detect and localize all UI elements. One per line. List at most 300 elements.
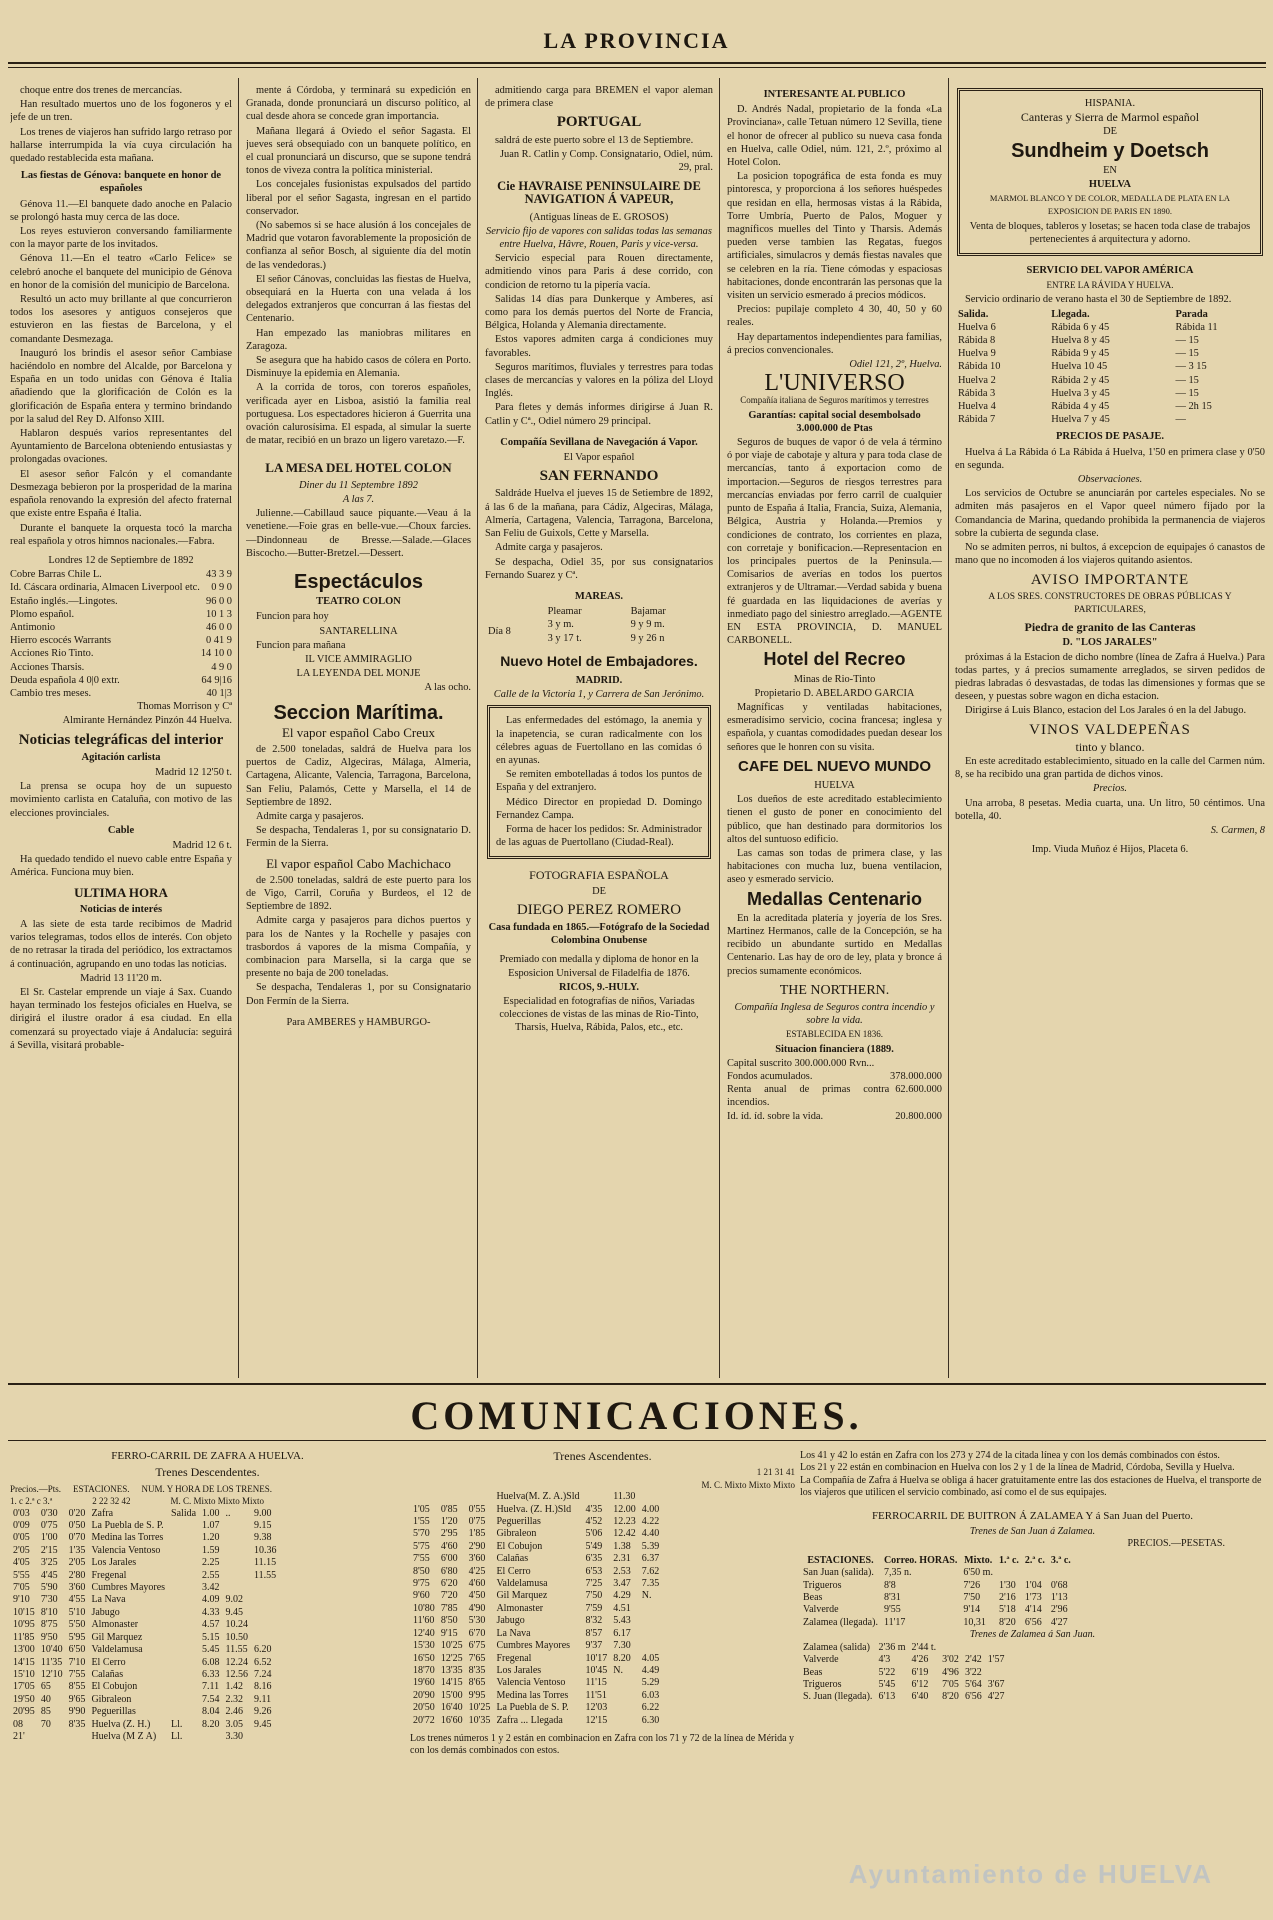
table-cell: Gil Marquez bbox=[496, 1590, 548, 1602]
table-cell: Calañas bbox=[496, 1553, 529, 1565]
table-cell: 1'85 bbox=[468, 1528, 486, 1540]
table-row bbox=[410, 1640, 662, 1652]
table-cell: 6'00 bbox=[440, 1553, 458, 1565]
table-row bbox=[955, 334, 1265, 347]
table-cell: 12'15 bbox=[585, 1714, 608, 1726]
text: mente á Córdoba, y terminará su expedición en Granada, donde pronunciará un discurso político, al cual desde ahora se concede gran importancia. bbox=[246, 85, 471, 123]
heading: Noticias de interés bbox=[79, 903, 163, 915]
table-cell: Trigueros bbox=[803, 1678, 842, 1690]
table-row bbox=[410, 1690, 662, 1702]
text: El Sr. Castelar emprende un viaje á Sax. Cuando hayan terminado los festejos oficiales en Huelva, se dirigirá el ilustre orador á esa ciudad. En ella comenzará su proyectado viaje á Andalucía: seguirá á Sevilla, visitará probable- bbox=[10, 987, 232, 1051]
table-cell: 4.40 bbox=[641, 1528, 660, 1540]
table-cell: El Cobujon bbox=[496, 1540, 543, 1552]
table-cell: Huelva. (Z. H.)Sld bbox=[496, 1503, 572, 1515]
table-header bbox=[955, 308, 1265, 321]
table-cell: 4'27 bbox=[1050, 1616, 1068, 1628]
table-cell: 10.50 bbox=[225, 1631, 249, 1643]
table-cell: 4'35 bbox=[585, 1503, 603, 1515]
column-separator bbox=[719, 78, 720, 1378]
table-cell bbox=[251, 1731, 280, 1743]
table-cell: 11.30 bbox=[613, 1491, 636, 1503]
table-cell: 3'67 bbox=[987, 1678, 1005, 1690]
text: Médico Director en propiedad D. Domingo Fernandez Campa. bbox=[496, 796, 702, 821]
table-row bbox=[10, 608, 232, 621]
text: M. C. Mixto Mixto Mixto bbox=[701, 1479, 795, 1490]
table-cell: N. bbox=[613, 1664, 624, 1676]
text: HISPANIA. bbox=[1084, 98, 1136, 109]
table-cell: 5'06 bbox=[585, 1528, 603, 1540]
table-cell: — 15 bbox=[1175, 348, 1199, 360]
table-cell: 2.31 bbox=[613, 1553, 631, 1565]
table-cell: Rábida 10 bbox=[958, 361, 1001, 373]
table-cell: 5.39 bbox=[641, 1540, 660, 1552]
table-cell: 10'17 bbox=[585, 1652, 608, 1664]
table-cell: 7.30 bbox=[613, 1640, 631, 1652]
text: D. "LOS JARALES" bbox=[1062, 637, 1158, 649]
table-cell: 1'20 bbox=[440, 1516, 458, 1528]
table-cell: 4'96 bbox=[942, 1666, 959, 1678]
table-cell: 12.00 bbox=[613, 1503, 636, 1515]
table-cell bbox=[168, 1520, 199, 1532]
heading: FOTOGRAFIA ESPAÑOLA bbox=[529, 868, 669, 883]
table-cell: 0 41 9 bbox=[206, 635, 232, 647]
table-cell bbox=[168, 1632, 199, 1644]
table-cell: 6.52 bbox=[254, 1656, 272, 1668]
table-cell: 10'80 bbox=[413, 1602, 435, 1614]
table-cell: 7.11 bbox=[202, 1681, 220, 1693]
text: Durante el banquete la orquesta tocó la marcha real española y otros himnos nacionales.—Fabra. bbox=[10, 522, 232, 547]
heading: Espectáculos bbox=[294, 570, 423, 593]
table-cell: 11'35 bbox=[40, 1656, 63, 1668]
table-cell bbox=[223, 1557, 252, 1569]
table-cell: 3'60 bbox=[68, 1582, 86, 1594]
table-cell: 9'10 bbox=[13, 1594, 30, 1606]
column-3 bbox=[485, 84, 713, 1384]
table-cell: 0'85 bbox=[440, 1503, 458, 1515]
table-cell: 4'05 bbox=[13, 1557, 30, 1569]
table-cell: 20'95 bbox=[13, 1706, 35, 1718]
table-row bbox=[727, 1057, 942, 1070]
table-cell: 6'50 m. bbox=[963, 1567, 993, 1579]
table-cell: 65 bbox=[40, 1681, 51, 1693]
table-cell: 1.00 bbox=[202, 1507, 220, 1519]
text: Admite carga y pasajeros para dichos puertos y para los de Nantes y la Rochelle y pasajes con trasbordos á vapores de la misma Compañía, y combinacion para Marsella, si la carga que se presente no baja de 200 toneladas. bbox=[246, 915, 471, 980]
text: Los servicios de Octubre se anunciarán por carteles especiales. No se admiten más pasajeros en el Vapor queel número fijado por la Comandancia de Marina, quedando prohibida la permanencia de viajeros sobre la cubierta de segunda clase. bbox=[955, 488, 1265, 539]
text: Las enfermedades del estómago, la anemia y la inapetencia, se curan radicalmente con los célebres aguas de Fuertollano en las comidas ó en ayunas. bbox=[496, 715, 702, 766]
table-cell: Peguerillas bbox=[91, 1706, 136, 1718]
table-row bbox=[955, 374, 1265, 387]
heading: Cie HAVRAISE PENINSULAIRE DE NAVIGATION Á VAPEUR, bbox=[497, 179, 701, 207]
table-cell: Los Jarales bbox=[91, 1557, 137, 1569]
table-cell: 8.20 bbox=[613, 1652, 631, 1664]
table-cell: 9'95 bbox=[468, 1689, 486, 1701]
text: Saldráde Huelva el jueves 15 de Setiembre de 1892, á las 6 de la mañana, para Cádiz, Algeciras, Málaga, Almería, Cartagena, Valencia, Tarragona, Barcelona, San Feliu de Guixols, Cette y Marsella. bbox=[485, 488, 713, 540]
heading: SERVICIO DEL VAPOR AMÉRICA bbox=[1026, 265, 1194, 277]
table-cell: 1'30 bbox=[998, 1579, 1016, 1591]
table-cell: Cambio tres meses. bbox=[10, 687, 92, 699]
table-cell: Mixto. bbox=[964, 1554, 993, 1566]
table-cell: Rábida 4 y 45 bbox=[1051, 401, 1110, 413]
table-cell: 16'50 bbox=[413, 1652, 435, 1664]
table-cell: 8'65 bbox=[468, 1677, 486, 1689]
table-cell: 11'15 bbox=[585, 1677, 607, 1689]
text: Precios.—Pts. bbox=[10, 1483, 62, 1494]
table-cell bbox=[168, 1570, 199, 1582]
table-row bbox=[410, 1578, 662, 1590]
text: Se despacha, Tendaleras 1, por su Consignatario Don Fermín de la Sierra. bbox=[246, 982, 471, 1007]
table-cell: 7'25 bbox=[585, 1578, 603, 1590]
table-cell: 6'75 bbox=[468, 1640, 486, 1652]
text: Una arroba, 8 pesetas. Media cuarta, una. Un litro, 50 céntimos. Una botella, 40. bbox=[955, 797, 1265, 822]
table-row bbox=[410, 1603, 662, 1615]
table-row bbox=[10, 595, 232, 608]
table-cell: Cobre Barras Chile L. bbox=[10, 569, 102, 581]
signature: Almirante Hernández Pinzón 44 Huelva. bbox=[62, 715, 232, 727]
table-cell: 16'60 bbox=[440, 1714, 463, 1726]
heading: Sundheim y Doetsch bbox=[1011, 139, 1209, 162]
table-cell: Huelva 6 bbox=[958, 321, 996, 333]
text: Compañía italiana de Seguros marítimos y terrestres bbox=[740, 395, 929, 406]
table-cell: 4.33 bbox=[202, 1606, 220, 1618]
text: ESTACIONES. bbox=[73, 1483, 130, 1494]
table-cell: Calañas bbox=[91, 1668, 124, 1680]
ad-box-fuertollano bbox=[487, 705, 711, 859]
table-cell: 11'60 bbox=[413, 1615, 435, 1627]
table-cell bbox=[168, 1594, 199, 1606]
table-cell: 4'3 bbox=[878, 1654, 891, 1666]
text: A las siete de esta tarde recibimos de Madrid varios telegramas, todos ellos de interés. Con objeto de no retrasar la tirada del periódico, los extractamos á continuación, agrupando en uno todas las noticias. bbox=[10, 918, 232, 970]
table-cell bbox=[438, 1491, 466, 1503]
table-cell: Rábida 8 bbox=[958, 335, 996, 347]
table-row bbox=[10, 1520, 280, 1532]
text: Diner du 11 Septembre 1892 bbox=[299, 479, 418, 491]
table-cell: 4'25 bbox=[468, 1565, 486, 1577]
table-cell: 40 bbox=[40, 1693, 51, 1705]
table-row bbox=[727, 1110, 942, 1123]
text: Los 41 y 42 lo están en Zafra con los 273 y 274 de la citada línea y con los demás combinados con éstos. Los 21 y 22 están en combinacion en Huelva con los 2 y 1 de la línea de Madrid, Córdoba, Sevilla y Huelva. La Compañía de Zafra á Huelva se obliga á hacer gratuitamente entre las dos estaciones de Huelva, el transporte de los viajeros que utilicen el servicio combinado, así como el de sus equipajes. bbox=[800, 1450, 1262, 1499]
table-cell: 9'60 bbox=[413, 1590, 430, 1602]
table-cell: Huelva 8 y 45 bbox=[1051, 335, 1110, 347]
text: Génova 11.—El banquete dado anoche en Palacio se prolongó hasta muy cerca de las doce. bbox=[10, 198, 232, 223]
dateline: Madrid 13 11'20 m. bbox=[80, 972, 162, 984]
text: Trenes de San Juan á Zalamea. bbox=[969, 1526, 1096, 1538]
text: choque entre dos trenes de mercancías. bbox=[20, 85, 183, 96]
table-cell: 10'95 bbox=[13, 1619, 35, 1631]
table-cell: 4'26 bbox=[911, 1654, 929, 1666]
text: LA LEYENDA DEL MONJE bbox=[296, 668, 421, 680]
column-separator bbox=[948, 78, 949, 1378]
table-cell: 10.36 bbox=[254, 1544, 277, 1556]
table-row bbox=[10, 1681, 280, 1693]
text: A LOS SRES. CONSTRUCTORES DE OBRAS PÚBLICAS Y PARTICULARES, bbox=[988, 591, 1232, 615]
text: A las ocho. bbox=[424, 682, 471, 694]
table-cell: 4'60 bbox=[440, 1540, 458, 1552]
table-cell: 1'13 bbox=[1050, 1592, 1068, 1604]
table-cell bbox=[410, 1491, 438, 1503]
table-cell: 5'22 bbox=[878, 1666, 896, 1678]
table-row bbox=[800, 1679, 1008, 1691]
table-cell: 2'44 t. bbox=[911, 1641, 937, 1653]
table-cell: San Juan (salida). bbox=[803, 1567, 874, 1579]
text: Han empezado las maniobras militares en Zaragoza. bbox=[246, 327, 471, 352]
text: Canteras y Sierra de Marmol español bbox=[1020, 110, 1200, 125]
table-cell bbox=[251, 1632, 280, 1644]
table-cell: Medina las Torres bbox=[496, 1689, 569, 1701]
text: La posicion topográfica de esta fonda es muy pintoresca, y proporciona á los señores huéspedes que residan en ella, hermosas vistas á la Rábida, Torre Umbría, Puerto de Palos, Moguer y magníficos muelles del Tinto y Tharsis. Además pueden verse tambien las Regatas, fuegos artificiales, simulacros y demás fiestas navales que se celebren en la ría. Tiene cómodas y espaciosas habitaciones, donde encontrarán las personas que la visiten un servicio esmerado á precios módicos. bbox=[727, 171, 942, 302]
heading: Seccion Marítima. bbox=[273, 701, 444, 724]
table-cell: 1'04 bbox=[1024, 1579, 1042, 1591]
table-cell: 9.00 bbox=[254, 1507, 272, 1519]
heading: DIEGO PEREZ ROMERO bbox=[516, 901, 682, 918]
table-row bbox=[410, 1553, 662, 1565]
financial-table bbox=[727, 1057, 942, 1123]
table-cell: 14'15 bbox=[13, 1656, 35, 1668]
table-cell: Rábida 7 bbox=[958, 414, 996, 426]
text: Para AMBERES y HAMBURGO- bbox=[286, 1016, 431, 1028]
table-row bbox=[410, 1702, 662, 1714]
zafra-descending bbox=[10, 1450, 405, 1900]
table-cell: 9.45 bbox=[225, 1606, 244, 1618]
table-cell: 21' bbox=[13, 1730, 25, 1742]
heading: MAREAS. bbox=[574, 590, 624, 602]
table-cell: 9'37 bbox=[585, 1640, 603, 1652]
table-cell: 8'35 bbox=[68, 1718, 86, 1730]
table-cell: Zafra ... Llegada bbox=[496, 1714, 563, 1726]
market-prices bbox=[10, 568, 232, 700]
text: próximas á la Estacion de dicho nombre (línea de Zafra á Huelva.) Para todas partes, y á precios sumamente arreglados, se sirven pedidos de piedras labradas ó desvastadas, de todas las dimensiones y formas que se deseen, y puestas sobre wagon en dicha estacion. bbox=[955, 651, 1265, 703]
table-row bbox=[10, 1557, 280, 1569]
table-cell: 4'27 bbox=[987, 1691, 1005, 1703]
table-cell: 6.08 bbox=[202, 1656, 220, 1668]
section-title: COMUNICACIONES. bbox=[410, 1393, 863, 1438]
text: No se admiten perros, ni bultos, á excepcion de equipajes ó canastos de mano que no incomoden á los viajeros quitando asientos. bbox=[955, 542, 1265, 567]
text: NUM. Y HORA DE LOS TRENES. bbox=[141, 1483, 272, 1494]
table-row bbox=[10, 634, 232, 647]
table-row bbox=[410, 1491, 662, 1503]
table-cell: 9.15 bbox=[254, 1520, 272, 1532]
section-rule bbox=[8, 1440, 1266, 1441]
table-cell: Jabugo bbox=[496, 1615, 525, 1627]
table-cell: 1.42 bbox=[225, 1681, 244, 1693]
text: 1. c 2.ª c 3.ª bbox=[10, 1496, 53, 1507]
table-row bbox=[10, 1619, 280, 1631]
table-cell: 9'55 bbox=[883, 1604, 901, 1616]
table-row bbox=[10, 581, 232, 594]
table-cell bbox=[610, 1702, 639, 1714]
table-row bbox=[410, 1504, 662, 1516]
heading: Medallas Centenario bbox=[746, 888, 923, 909]
table-cell: 15'10 bbox=[13, 1668, 35, 1680]
heading: PRECIOS DE PASAJE. bbox=[1055, 431, 1165, 443]
table-cell: 4.57 bbox=[202, 1619, 220, 1631]
table-cell: 2'95 bbox=[440, 1528, 458, 1540]
table-row bbox=[410, 1516, 662, 1528]
text: HUELVA bbox=[814, 779, 855, 791]
ascending-table bbox=[410, 1491, 662, 1727]
table-cell: Rábida 6 y 45 bbox=[1051, 321, 1110, 333]
table-cell bbox=[466, 1491, 494, 1503]
table-cell: 5'49 bbox=[585, 1540, 603, 1552]
text: Han resultado muertos uno de los fogoneros y el jefe de un tren. bbox=[10, 99, 232, 124]
table-cell: 2.46 bbox=[225, 1706, 244, 1718]
dateline: Madrid 12 12'50 t. bbox=[155, 766, 232, 778]
table-cell: 11'51 bbox=[585, 1689, 607, 1701]
table-cell: — 2h 15 bbox=[1175, 401, 1212, 413]
table-cell: 2'42 bbox=[964, 1654, 982, 1666]
table-cell: 4'14 bbox=[1024, 1604, 1042, 1616]
table-cell: 7'55 bbox=[413, 1553, 430, 1565]
table-cell: 7.54 bbox=[202, 1693, 220, 1705]
table-cell bbox=[168, 1607, 199, 1619]
table-cell: 3'25 bbox=[40, 1557, 58, 1569]
table-cell: 18'70 bbox=[413, 1664, 435, 1676]
table-cell: 1.20 bbox=[202, 1532, 220, 1544]
table-cell: 6'19 bbox=[911, 1666, 929, 1678]
heading: Compañía Sevillana de Navegación á Vapor. bbox=[500, 436, 698, 448]
table-cell: Correo. HORAS. bbox=[883, 1554, 958, 1566]
top-rule-thin bbox=[8, 67, 1266, 68]
table-cell: Salida. bbox=[958, 308, 989, 320]
table-cell: 6'80 bbox=[440, 1565, 458, 1577]
table-cell: 3'02 bbox=[942, 1654, 959, 1666]
table-cell: Fondos acumulados. bbox=[727, 1071, 813, 1083]
table-cell: Renta anual de primas contra incendios. bbox=[727, 1084, 890, 1109]
table-cell: Parada bbox=[1175, 308, 1208, 320]
table-cell: Valverde bbox=[803, 1654, 839, 1666]
table-cell: 4'50 bbox=[468, 1590, 486, 1602]
table-cell: Estaño inglés.—Lingotes. bbox=[10, 595, 118, 607]
text: Inauguró los brindis el asesor señor Cambiase haciéndolo en nombre del Alcalde, por Barcelona y España en un todo unidas con Génova é Italia añadiendo que la glorificación de Colón es la glorificación de España entera y termino brindando por la salud del Rey D. Alfonso XIII. bbox=[10, 347, 232, 425]
table-row bbox=[10, 568, 232, 581]
table-cell: Peguerillas bbox=[496, 1516, 541, 1528]
table-cell: 7'05 bbox=[13, 1582, 30, 1594]
table-cell: Beas bbox=[803, 1592, 823, 1604]
text: Magníficas y ventiladas habitaciones, esmeradísimo servicio, cocina francesa; inglesa y española, y cuantas comodidades puedan desear los señores que le honren con su visita. bbox=[727, 701, 942, 753]
text: Juan R. Catlin y Comp. Consignatario, Odiel, núm. 29, pral. bbox=[500, 148, 713, 174]
table-cell bbox=[251, 1619, 280, 1631]
column-1 bbox=[10, 84, 232, 1384]
table-cell: 7,35 n. bbox=[883, 1567, 912, 1579]
table-cell: Valencia Ventoso bbox=[91, 1544, 161, 1556]
text: En este acreditado establecimiento, situado en la calle del Carmen núm. 8, se ha recibido una gran partida de dichos vinos. bbox=[955, 755, 1265, 781]
table-row bbox=[10, 1694, 280, 1706]
table-cell bbox=[168, 1619, 199, 1631]
table-cell: 6.03 bbox=[641, 1689, 660, 1701]
table-cell: N. bbox=[641, 1590, 652, 1602]
table-row bbox=[800, 1654, 1008, 1666]
table-cell: 12'03 bbox=[585, 1702, 608, 1714]
table-cell: 9.38 bbox=[254, 1532, 272, 1544]
table-cell: 5.15 bbox=[202, 1631, 220, 1643]
table-cell: 9.26 bbox=[254, 1706, 272, 1718]
table-cell: Acciones Rio Tinto. bbox=[10, 648, 94, 660]
column-2 bbox=[246, 84, 471, 1384]
table-cell: Los Jarales bbox=[496, 1664, 542, 1676]
table-cell: 2.55 bbox=[202, 1569, 220, 1581]
text: Servicio fijo de vapores con salidas todas las semanas entre Huelva, Hâvre, Rouen, Paris y vice-versa. bbox=[486, 225, 712, 251]
table-cell: Huelva 7 y 45 bbox=[1051, 414, 1110, 426]
table-cell: 6'56 bbox=[964, 1691, 982, 1703]
table-cell: 1'05 bbox=[413, 1503, 430, 1515]
heading: Hotel del Recreo bbox=[763, 649, 906, 670]
table-cell: El Cerro bbox=[496, 1565, 531, 1577]
table-cell: 19'60 bbox=[413, 1677, 435, 1689]
heading: SAN FERNANDO bbox=[539, 468, 659, 485]
table-cell: 9'15 bbox=[440, 1627, 458, 1639]
text: Especialidad en fotografías de niños, Variadas colecciones de vistas de las minas de Rio-Tinto, Tharsis, Huelva, Rábida, Palos, etc., etc. bbox=[499, 995, 699, 1034]
table-header bbox=[800, 1555, 1074, 1567]
text: 3 y m. bbox=[547, 619, 574, 631]
table-cell: 12'10 bbox=[40, 1668, 63, 1680]
text: Mañana llegará á Oviedo el señor Sagasta. El jueves será obsequiado con un banquete político, en el cual pronunciará un discurso, que se supone tendrá tonos de viveza contra la política ministerial. bbox=[246, 125, 471, 177]
table-cell: 7'20 bbox=[440, 1590, 458, 1602]
table-cell: 5'30 bbox=[468, 1615, 486, 1627]
table-cell: 4'52 bbox=[585, 1516, 603, 1528]
column-separator bbox=[477, 78, 478, 1378]
table-row bbox=[410, 1715, 662, 1727]
table-cell: 2'15 bbox=[40, 1544, 58, 1556]
table-cell bbox=[223, 1545, 252, 1557]
table-row bbox=[10, 661, 232, 674]
table-cell: 1.ª c. bbox=[998, 1554, 1019, 1566]
text: Propietario D. ABELARDO GARCIA bbox=[754, 687, 915, 699]
table-cell: Valdelamusa bbox=[496, 1578, 548, 1590]
table-cell bbox=[168, 1657, 199, 1669]
text: Dirigirse á Luis Blanco, estacion del Los Jarales ó en la del Jabugo. bbox=[965, 705, 1247, 717]
table-cell: 11'17 bbox=[883, 1616, 906, 1628]
table-cell bbox=[168, 1532, 199, 1544]
table-cell: 1.38 bbox=[613, 1540, 631, 1552]
table-cell bbox=[168, 1706, 199, 1718]
text: El asesor señor Falcón y el comandante Desmezaga bebieron por la prosperidad de la marina española renovando la expresión del afecto fraternal que existe entre España é Italia. bbox=[10, 468, 232, 520]
table-cell: 6.33 bbox=[202, 1668, 220, 1680]
table-cell: 2'36 m bbox=[878, 1641, 906, 1653]
table-cell: 1'57 bbox=[987, 1654, 1005, 1666]
text: Bajamar bbox=[630, 606, 666, 618]
heading: INTERESANTE AL PUBLICO bbox=[763, 89, 906, 100]
text: Estos vapores admiten carga á condiciones muy favorables. bbox=[485, 334, 713, 359]
table-cell: Rábida 9 y 45 bbox=[1051, 348, 1110, 360]
table-cell: 6.30 bbox=[641, 1714, 660, 1726]
table-cell: 20.800.000 bbox=[895, 1110, 942, 1122]
text: FERRO-CARRIL DE ZAFRA A HUELVA. bbox=[111, 1450, 304, 1462]
table-cell: 6'56 bbox=[1024, 1616, 1042, 1628]
text: Los trenes de viajeros han sufrido largo retraso por hallarse interrumpida la vía cuya circulación ha quedado restablecida esta mañana. bbox=[10, 126, 232, 165]
table-cell: Valverde bbox=[803, 1604, 839, 1616]
text: HUELVA bbox=[1088, 179, 1132, 191]
table-cell bbox=[168, 1582, 199, 1594]
table-cell: 1'55 bbox=[413, 1516, 430, 1528]
table-cell: 0'30 bbox=[40, 1507, 58, 1519]
text: Las camas son todas de primera clase, y las habitaciones con mucha luz, buena ventilacion, aseo y esmerado servicio. bbox=[727, 847, 942, 886]
heading: Las fiestas de Génova: banquete en honor de españoles bbox=[20, 170, 222, 195]
table-cell: 10'40 bbox=[40, 1644, 63, 1656]
text: Servicio especial para Rouen directamente, admitiendo vinos para Paris á dese corrido, con condicion de retorno tu la pipería vacía. bbox=[485, 253, 713, 291]
table-cell: 11.55 bbox=[254, 1569, 277, 1581]
table-cell bbox=[66, 1731, 89, 1743]
table-row bbox=[10, 1719, 280, 1731]
table-cell: 1'35 bbox=[68, 1544, 86, 1556]
table-cell: 7'85 bbox=[440, 1602, 458, 1614]
table-cell: 14'15 bbox=[440, 1677, 463, 1689]
table-cell bbox=[168, 1557, 199, 1569]
table-cell: 0'50 bbox=[68, 1520, 86, 1532]
table-cell bbox=[1022, 1567, 1048, 1579]
table-cell: 8'55 bbox=[68, 1681, 86, 1693]
table-cell: 2.ª c. bbox=[1024, 1554, 1045, 1566]
text: Imp. Viuda Muñoz é Hijos, Placeta 6. bbox=[1031, 844, 1189, 856]
table-row bbox=[727, 1083, 942, 1109]
